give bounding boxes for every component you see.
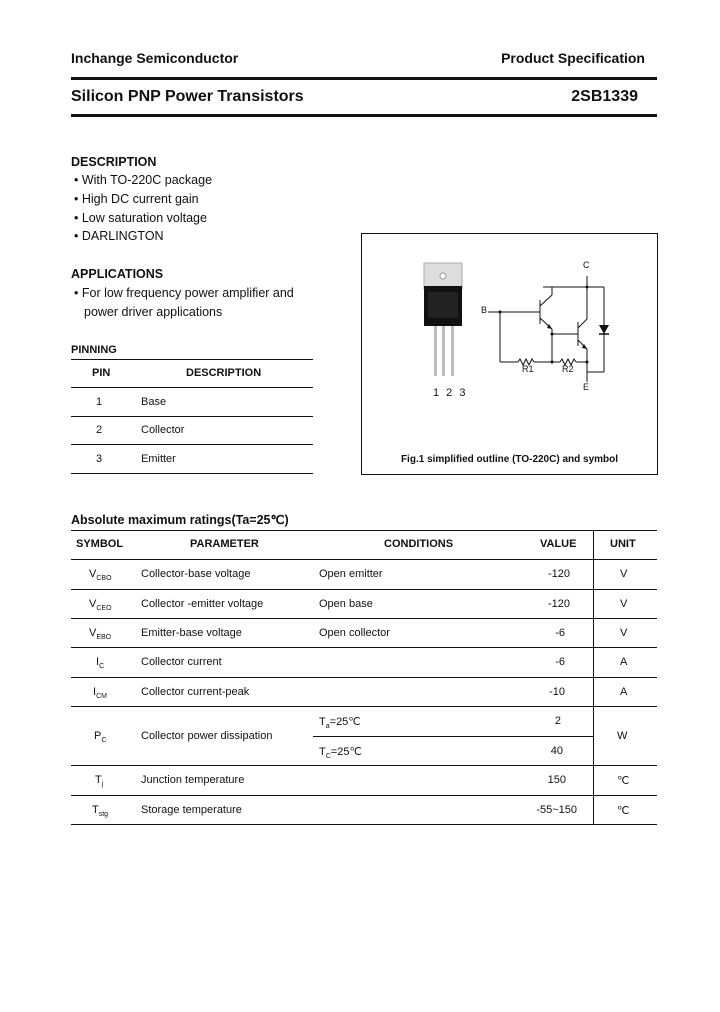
parameter: Collector-base voltage xyxy=(141,568,251,580)
symbol: $P_C$ xyxy=(94,730,107,744)
junction-dot xyxy=(586,361,589,364)
table-rule xyxy=(313,736,594,737)
list-item: • DARLINGTON xyxy=(74,229,164,244)
description-list xyxy=(74,171,212,246)
pin-description: Collector xyxy=(141,424,185,436)
unit: A xyxy=(620,656,628,668)
part-number: 2SB1339 xyxy=(571,88,638,105)
pinning-rule xyxy=(71,387,313,388)
parameter: Storage temperature xyxy=(141,804,242,816)
symbol: $V_{CBO}$ xyxy=(89,568,112,582)
table-rule xyxy=(71,795,657,796)
base-label: B xyxy=(481,305,488,315)
pin-number: 2 xyxy=(96,424,103,436)
diode-triangle xyxy=(599,325,609,334)
symbol: $V_{EBO}$ xyxy=(89,627,112,641)
lead-3 xyxy=(451,326,454,376)
q1-collector xyxy=(540,295,552,306)
figure-caption: Fig.1 simplified outline (TO-220C) and symbol xyxy=(400,454,619,465)
value: 2 xyxy=(554,715,561,727)
symbol: $I_C$ xyxy=(96,656,105,670)
lead-1 xyxy=(434,326,437,376)
value: -10 xyxy=(549,686,565,698)
table-rule xyxy=(71,618,657,619)
value: 40 xyxy=(550,745,563,757)
company-name: Inchange Semiconductor xyxy=(71,50,239,66)
value: -55~150 xyxy=(536,804,577,816)
unit: ℃ xyxy=(617,775,630,787)
header-rule-top xyxy=(71,77,657,80)
table-rule xyxy=(71,647,657,648)
desc-column-header: DESCRIPTION xyxy=(186,367,262,379)
doc-type: Product Specification xyxy=(501,50,645,66)
symbol: $T_{stg}$ xyxy=(92,804,109,818)
description-heading: DESCRIPTION xyxy=(71,155,157,169)
table-rule xyxy=(71,589,657,590)
package-face xyxy=(428,292,458,318)
table-rule xyxy=(71,824,657,825)
pin-number: 1 xyxy=(96,396,103,408)
darlington-symbol-diagram xyxy=(480,262,640,402)
value: -120 xyxy=(547,598,570,610)
condition: Open collector xyxy=(319,627,390,639)
condition: $T_C=25℃$ xyxy=(319,746,362,760)
parameter-column-header: PARAMETER xyxy=(190,538,259,550)
junction-dot xyxy=(499,311,502,314)
collector-label: C xyxy=(583,260,590,270)
table-rule xyxy=(71,559,657,560)
figure-box xyxy=(361,233,658,475)
pin-description: Emitter xyxy=(141,453,176,465)
r1-label: R1 xyxy=(522,364,534,374)
pin-numbers-label: 1 2 3 xyxy=(433,387,468,399)
unit: V xyxy=(620,598,628,610)
pinning-rule xyxy=(71,473,313,474)
pinning-rule xyxy=(71,359,313,360)
table-rule xyxy=(71,677,657,678)
parameter: Collector current-peak xyxy=(141,686,250,698)
unit: V xyxy=(620,627,628,639)
mounting-hole xyxy=(440,273,446,279)
parameter: Collector current xyxy=(141,656,222,668)
list-item: • With TO-220C package xyxy=(74,173,213,187)
unit: ℃ xyxy=(617,805,630,817)
symbol: $I_{CM}$ xyxy=(93,686,107,700)
lead-2 xyxy=(442,326,445,376)
unit: A xyxy=(620,686,628,698)
conditions-column-header: CONDITIONS xyxy=(384,538,454,550)
r2-label: R2 xyxy=(562,364,574,374)
table-rule xyxy=(71,765,657,766)
junction-dot xyxy=(586,286,589,289)
list-item: • High DC current gain xyxy=(74,191,199,206)
header-rule-bottom xyxy=(71,114,657,117)
applications-list xyxy=(74,284,294,322)
symbol: $T_j$ xyxy=(95,774,104,788)
parameter: Collector -emitter voltage xyxy=(141,598,264,610)
value: -120 xyxy=(547,568,570,580)
pin-description: Base xyxy=(141,396,167,408)
symbol: $V_{CEO}$ xyxy=(89,598,112,612)
unit-column-header: UNIT xyxy=(610,538,636,550)
pinning-heading: PINNING xyxy=(71,344,117,356)
table-rule xyxy=(71,706,657,707)
unit: W xyxy=(617,730,628,742)
emitter-label: E xyxy=(583,382,590,392)
pin-number: 3 xyxy=(96,453,103,465)
junction-dot xyxy=(551,333,554,336)
list-item: • Low saturation voltage xyxy=(74,210,207,225)
parameter: Emitter-base voltage xyxy=(141,627,242,639)
value: -6 xyxy=(555,656,565,668)
list-item: power driver applications xyxy=(84,304,223,319)
parameter: Collector power dissipation xyxy=(141,730,273,742)
condition: Open emitter xyxy=(319,568,383,580)
value-column-header: VALUE xyxy=(540,538,577,550)
list-item: • For low frequency power amplifier and xyxy=(74,286,294,300)
applications-heading: APPLICATIONS xyxy=(71,267,164,281)
pinning-rule xyxy=(71,416,313,417)
condition: Open base xyxy=(319,598,373,610)
pin-column-header: PIN xyxy=(92,367,111,379)
condition: $T_a=25℃$ xyxy=(319,716,361,730)
value: -6 xyxy=(555,627,565,639)
page-subtitle: Silicon PNP Power Transistors xyxy=(71,88,304,105)
ratings-heading: Absolute maximum ratings(Ta=25℃) xyxy=(71,513,289,527)
table-rule xyxy=(71,530,657,531)
q2-collector xyxy=(578,319,587,328)
unit-column-divider xyxy=(593,530,594,824)
junction-dot xyxy=(551,361,554,364)
symbol-column-header: SYMBOL xyxy=(76,538,124,550)
unit: V xyxy=(620,568,628,580)
pinning-rule xyxy=(71,444,313,445)
parameter: Junction temperature xyxy=(141,774,245,786)
value: 150 xyxy=(547,774,566,786)
